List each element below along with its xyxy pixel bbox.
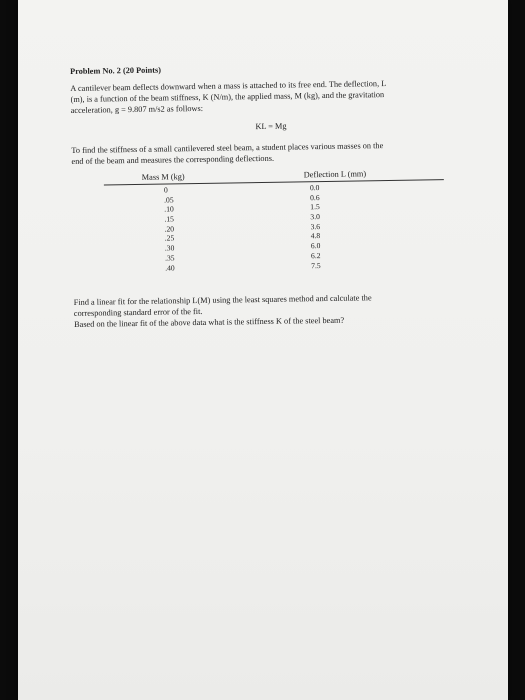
data-table [72,167,474,293]
setup-line-1: To find the stiffness of a small cantilevered steel beam, a student places various masses on the [71,141,384,155]
mass-column-header: Mass M (kg) [141,172,185,182]
questions [74,291,474,330]
deflection-cell: 0.0 [309,183,320,193]
deflection-cell: 0.6 [310,192,320,202]
problem-title: Problem No. 2 (20 Points) [70,65,162,76]
question-line-2: corresponding standard error of the fit. [73,306,203,318]
deflection-cell: 3.0 [310,212,320,222]
setup-line-2: end of the beam and measures the corresponding deflections. [71,153,275,166]
setup-paragraph [71,139,471,167]
mass-cell: .20 [164,224,175,234]
intro-line-2: (m), is a function of the beam stiffness, K (N/m), the applied mass, M (kg), and the gravitation [70,90,385,104]
deflection-column-header: Deflection L (mm) [303,169,367,180]
deflection-cell: 3.6 [310,221,321,231]
deflection-cell: 6.2 [310,250,321,261]
intro-line-3: acceleration, g = 9.807 m/s2 as follows: [70,103,204,115]
problem-text [70,60,474,330]
intro-line-1: A cantilever beam deflects downward when a mass is attached to its free end. The deflection, L [70,79,387,93]
mass-cell: .10 [164,204,174,214]
question-line-1: Find a linear fit for the relationship L(M) using the least squares method and calculate the [73,293,372,307]
mass-cell: .30 [164,243,175,253]
mass-cell: .15 [164,214,174,224]
mass-cell: .35 [164,253,175,263]
equation: KL = Mg [255,121,287,132]
mass-cell: 0 [163,185,168,195]
mass-cell: .40 [165,262,175,273]
mass-cell: .05 [164,195,174,205]
intro-paragraph [70,77,470,116]
deflection-cell: 4.8 [310,231,321,241]
deflection-cell: 1.5 [310,202,320,212]
mass-column [164,185,175,272]
deflection-column [310,183,321,270]
mass-cell: .25 [164,233,175,243]
deflection-cell: 6.0 [310,241,321,251]
deflection-cell: 7.5 [311,260,321,270]
paper-sheet [18,0,508,700]
question-line-3: Based on the linear fit of the above data what is the stiffness K of the steel beam? [73,315,345,329]
